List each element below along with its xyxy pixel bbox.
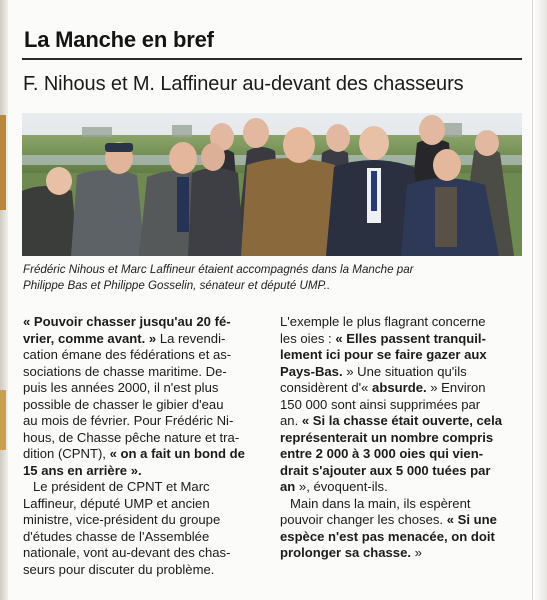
article-photo (22, 113, 522, 256)
text-line (280, 479, 523, 496)
text-run: » Environ (426, 380, 486, 395)
text-line (280, 512, 523, 529)
text-line (23, 463, 269, 480)
text-line (280, 463, 523, 480)
text-line (23, 347, 269, 364)
text-line (280, 545, 523, 562)
text-line (280, 496, 523, 513)
bold-quote: « Elles passent tranquil- (335, 330, 486, 346)
text-line (280, 430, 523, 447)
bold-quote: lement ici pour se faire gazer aux (280, 347, 487, 362)
text-line (280, 413, 523, 430)
text-run: L'exemple le plus flagrant concerne (280, 314, 486, 329)
bold-quote: vrier, comme avant. » (23, 330, 157, 346)
text-line (23, 397, 269, 414)
adjacent-image-fragment (0, 115, 6, 210)
text-run: ministre, vice-président du groupe (23, 512, 221, 527)
text-line (23, 413, 269, 430)
bold-quote: « Pouvoir chasser jusqu'au 20 fé- (23, 314, 231, 329)
bold-quote: drait s'ajouter aux 5 000 tuées par (280, 462, 491, 478)
text-line (23, 496, 269, 513)
text-line (23, 446, 269, 463)
text-line (280, 380, 523, 397)
bold-quote: prolonger sa chasse. (280, 545, 411, 560)
text-line (23, 364, 269, 381)
bold-quote: « Si la chasse était ouverte, cela (301, 413, 502, 428)
text-line (23, 479, 269, 496)
text-run: possible de chasser le gibier d'eau (23, 396, 224, 412)
bold-quote: absurde. (372, 380, 427, 395)
bold-quote: espèce n'est pas menacée, on doit (280, 528, 495, 544)
text-line (280, 446, 523, 463)
text-run: Laffineur, député UMP et ancien (23, 495, 210, 511)
text-run: Main dans la main, ils espèrent (290, 495, 471, 511)
text-line (280, 331, 523, 348)
bold-quote: 15 ans en arrière ». (23, 462, 142, 478)
text-run: au mois de février. Pour Frédéric Ni- (23, 413, 234, 428)
text-line (280, 397, 523, 414)
text-line (23, 314, 269, 331)
text-line (23, 331, 269, 348)
bold-quote: Pays-Bas. (280, 363, 343, 379)
text-run: cation émane des fédérations et as- (23, 347, 232, 362)
text-run: d'études chasse de l'Assemblée (23, 528, 210, 544)
section-title: La Manche en bref (24, 27, 214, 52)
text-run: pouvoir changer les choses. (280, 512, 447, 527)
text-line (23, 380, 269, 397)
article-headline: F. Nihous et M. Laffineur au-devant des chasseurs (23, 73, 464, 95)
adjacent-page-edge (0, 0, 8, 600)
bold-quote: représenterait un nombre compris (280, 429, 494, 445)
text-run: puis les années 2000, il n'est plus (23, 380, 219, 395)
text-run: Le président de CPNT et Marc (33, 479, 210, 494)
text-run: 150 000 sont ainsi supprimées par (280, 396, 481, 412)
text-line (280, 314, 523, 331)
text-line (23, 545, 269, 562)
text-run: nationale, vont au-devant des chas- (23, 545, 231, 560)
text-line (23, 562, 269, 579)
adjacent-image-fragment (0, 390, 6, 450)
text-line (23, 430, 269, 447)
text-run: an. (280, 413, 302, 428)
text-run: considèrent d'« (280, 380, 373, 395)
bold-quote: « Si une (446, 512, 497, 527)
text-run: les oies : (280, 330, 336, 346)
photo-caption (23, 262, 523, 294)
bold-quote: « on a fait un bond de (109, 446, 245, 461)
text-run: » (411, 545, 422, 560)
text-run: sociations de chasse maritime. De- (23, 363, 227, 379)
text-line (280, 529, 523, 546)
text-run: seurs pour discuter du problème. (23, 561, 215, 577)
text-run: », évoquent-ils. (295, 479, 388, 494)
article-column-left (23, 314, 269, 578)
section-rule (22, 58, 522, 60)
text-run: La revendi- (156, 330, 226, 346)
bold-quote: entre 2 000 à 3 000 oies qui vien- (280, 446, 484, 461)
text-line (23, 529, 269, 546)
text-run: hous, de Chasse pêche nature et tra- (23, 429, 240, 445)
text-run: » Une situation qu'ils (342, 363, 467, 379)
page-edge-right (532, 0, 547, 600)
text-run: dition (CPNT), (23, 446, 110, 461)
caption-line: Frédéric Nihous et Marc Laffineur étaient accompagnés dans la Manche par (23, 263, 414, 276)
article-column-right (280, 314, 523, 562)
bold-quote: an (280, 479, 296, 494)
caption-line: Philippe Bas et Philippe Gosselin, sénateur et député UMP.. (23, 279, 331, 292)
text-line (23, 512, 269, 529)
text-line (280, 347, 523, 364)
text-line (280, 364, 523, 381)
